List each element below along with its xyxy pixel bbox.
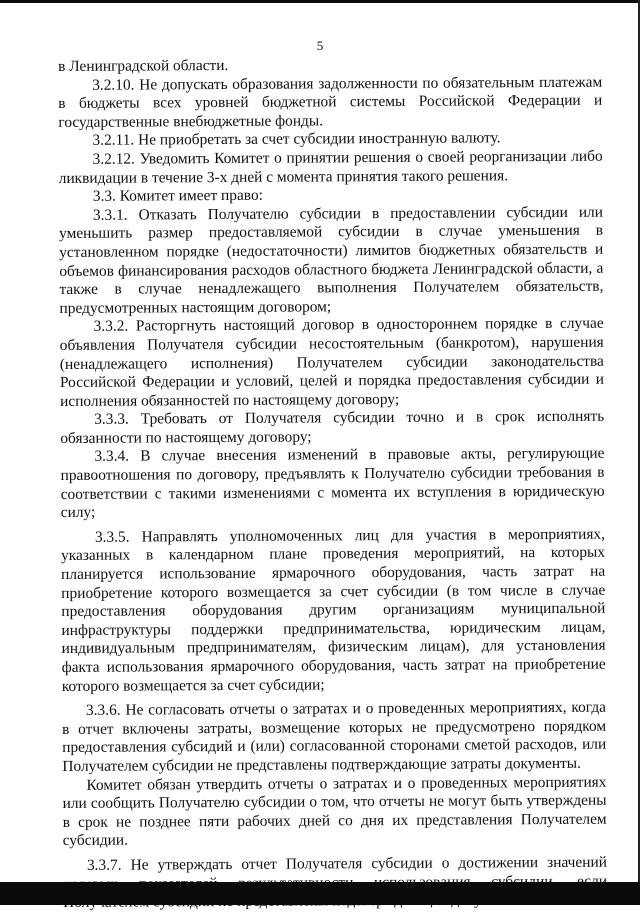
paragraph-3-3-7: 3.3.7. Не утверждать отчет Получателя субсидии о достижении значений если: [86, 853, 608, 890]
scan-top-edge: [0, 0, 640, 3]
paragraph-3-3-5: 3.3.5. Направлять уполномоченных лиц для участия в мероприятиях, указанных в календарном плане проведения мероприятий, на которых планируется использование ярмарочного оборудования, часть затрат на приобретение которого возмещается за счет субсидии (в том числе в случае предоставления оборудования другим организациям муниципальной инфраструктуры поддержки предпринимательства, юридическим лицам, индивидуальным предпринимателям, физическим лицам), для установления факта использования ярмарочного оборудования, часть затрат на приобретение которого возмещается за счет субсидии;: [60, 525, 606, 695]
paragraph-committee-obligation: Комитет обязан утвердить отчеты о затратах и о проведенных мероприятиях или сообщить Получателю субсидии о том, что отчеты не могут быть утверждены в срок не позднее пяти рабочих дней со дня их представления Получателем субсидии.: [62, 773, 607, 850]
paragraph-3-3-1: 3.3.1. Отказать Получателю субсидии в предоставлении субсидии или уменьшить размер предоставляемой субсидии в случае уменьшения в установленном порядке (недостаточности) лимитов бюджетных обязательств и объемов финансирования расходов областного бюджета Ленинградской области, а также в случае ненадлежащего выполнения Получателем обязательств, предусмотренных настоящим договором;: [59, 203, 604, 317]
paragraph-continuation: в Ленинградской области.: [58, 56, 229, 75]
paragraph-3-3-3: 3.3.3. Требовать от Получателя субсидии точно и в срок исполнять обязанности по настоящему договору;: [60, 407, 605, 447]
paragraph-3-3-4: 3.3.4. В случае внесения изменений в правовые акты, регулирующие правоотношения по договору, предъявлять к Получателю субсидии требования в соответствии с такими изменениями с момента их вступления в юридическую силу;: [60, 445, 605, 522]
page-number: 5: [316, 38, 324, 53]
paragraph-3-2-10: 3.2.10. Не допускать образования задолженности по обязательным платежам в бюджеты всех уровней бюджетной системы Российской Федерации и государственные внебюджетные фонды.: [58, 73, 603, 131]
document-body: [58, 55, 607, 913]
paragraph-3-3-2: 3.3.2. Расторгнуть настоящий договор в одностороннем порядке в случае объявления Получателя субсидии несостоятельным (банкротом), нарушения (ненадлежащего исполнения) Получателем субсидии законодательства Российской Федерации и условий, целей и порядка предоставления субсидии и исполнения обязанностей по настоящему договору;: [59, 314, 605, 410]
paragraph-3-2-11: 3.2.11. Не приобретать за счет субсидии иностранную валюту.: [92, 129, 501, 150]
scan-bottom-edge: [0, 882, 640, 905]
paragraph-3-3-6: 3.3.6. Не согласовать отчеты о затратах и о проведенных мероприятиях, когда в отчет включены затраты, возмещение которых не предусмотрено порядком предоставления субсидий и (или) согласованной сторонами сметой расходов, или Получателем субсидии не представлены подтверждающие затраты документы.: [62, 698, 607, 775]
paragraph-3-2-12: 3.2.12. Уведомить Комитет о принятии решения о своей реорганизации либо ликвидации в течение 3-х дней с момента принятия такого решения.: [58, 147, 603, 187]
paragraph-3-3: 3.3. Комитет имеет право:: [92, 186, 263, 205]
